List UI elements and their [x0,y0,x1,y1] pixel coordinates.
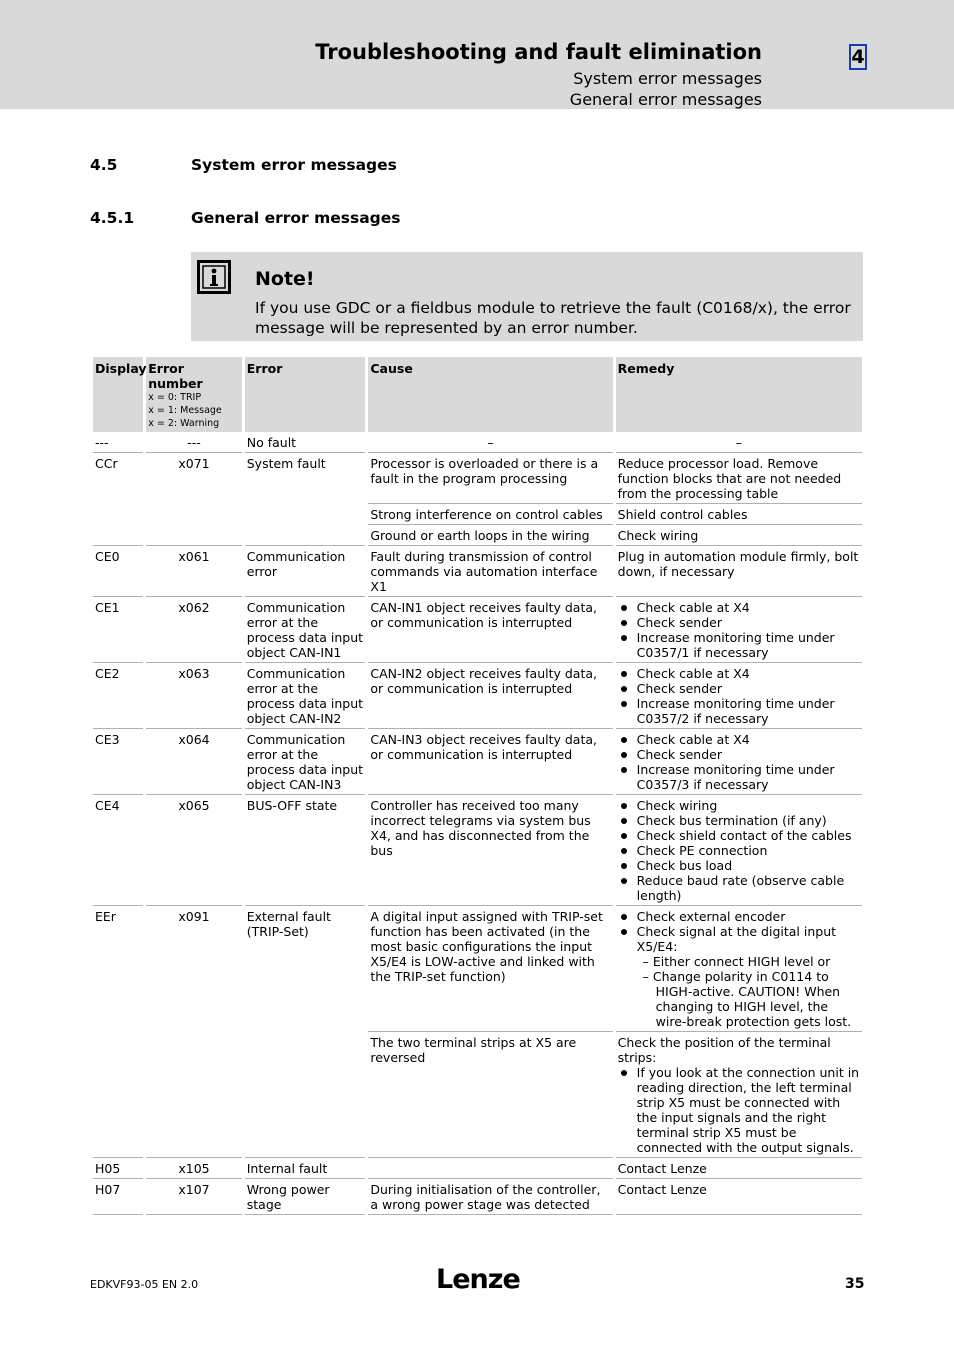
cell-error: System fault [245,454,366,546]
cell-error-number: x071 [146,454,242,546]
cell-remedy: Contact Lenze [616,1180,862,1215]
remedy-list [618,798,860,903]
list-item: Increase monitoring time under C0357/1 if necessary [618,630,860,660]
cell-error-number: x065 [146,796,242,906]
col-header-error-number [146,357,242,432]
cell-error: Internal fault [245,1159,366,1179]
cell-error: Communication error at the process data input object CAN-IN3 [245,730,366,795]
cell-error: Communication error [245,547,366,597]
cell-error: External fault (TRIP-Set) [245,907,366,1158]
list-item: Check cable at X4 [618,600,860,615]
list-item: Increase monitoring time under C0357/3 if necessary [618,762,860,792]
cell-cause: Controller has received too many incorrect telegrams via system bus X4, and has disconnected from the bus [368,796,612,906]
remedy-intro: Check the position of the terminal strips: [617,1035,831,1065]
error-table [90,356,865,1216]
cell-error-number: x105 [146,1159,242,1179]
chapter-number: 4 [849,44,867,70]
cell-display: H07 [93,1180,143,1215]
cell-cause: Fault during transmission of control commands via automation interface X1 [368,547,612,597]
cell-error: Wrong power stage [245,1180,366,1215]
col-header-cause: Cause [368,357,612,432]
cell-remedy [616,796,862,906]
cell-error-number: x064 [146,730,242,795]
cell-cause: Processor is overloaded or there is a fault in the program processing [368,454,612,504]
note-box [191,252,863,341]
cell-remedy [616,598,862,663]
list-item: Check wiring [618,798,860,813]
table-row [93,664,862,729]
cell-cause: During initialisation of the controller, a wrong power stage was detected [368,1180,612,1215]
list-item: Check sender [618,681,860,696]
cell-cause: CAN-IN1 object receives faulty data, or communication is interrupted [368,598,612,663]
header-subtitle: System error messages [573,69,762,88]
cell-display: --- [93,433,143,453]
cell-remedy [616,1033,862,1158]
remedy-list [618,732,860,792]
list-item: Check sender [618,615,860,630]
table-row [93,547,862,597]
table-row [93,433,862,453]
info-icon [197,260,231,294]
cell-cause: – [368,433,612,453]
header-subtitle: General error messages [569,90,762,109]
cell-cause: The two terminal strips at X5 are reversed [368,1033,612,1158]
cell-error: BUS-OFF state [245,796,366,906]
table-row [93,454,862,504]
header-title: Troubleshooting and fault elimination [315,40,762,64]
list-item: If you look at the connection unit in reading direction, the left terminal strip X5 must be connected with the input signals and the right terminal strip X5 must be connected with the output signals. [618,1065,860,1155]
col-header-error-number-label: Error number [148,361,203,391]
page-header-band [0,0,954,109]
document-id: EDKVF93-05 EN 2.0 [90,1278,199,1291]
cell-remedy [616,664,862,729]
table-row [93,1159,862,1179]
remedy-list [618,909,860,1029]
header-legend: x = 1: Message [148,405,222,416]
cell-cause: Ground or earth loops in the wiring [368,526,612,546]
cell-remedy: – [616,433,862,453]
cell-remedy: Contact Lenze [616,1159,862,1179]
table-row [93,907,862,1032]
cell-error-number: x062 [146,598,242,663]
list-item: Check shield contact of the cables [618,828,860,843]
lenze-logo: Lenze [436,1264,520,1295]
remedy-list [618,600,860,660]
note-text: If you use GDC or a fieldbus module to retrieve the fault (C0168/x), the error message will be represented by an error number. [255,299,851,337]
cell-display: CE0 [93,547,143,597]
cell-error: No fault [245,433,366,453]
list-item: Check bus termination (if any) [618,813,860,828]
list-item: Check sender [618,747,860,762]
note-title: Note! [255,268,315,290]
table-row [93,730,862,795]
table-row [93,1180,862,1215]
cell-display: CCr [93,454,143,546]
cell-error-number: x091 [146,907,242,1158]
list-item: Reduce baud rate (observe cable length) [618,873,860,903]
cell-display: CE3 [93,730,143,795]
page-number: 35 [845,1276,865,1292]
cell-cause [368,1159,612,1179]
table-row [93,598,862,663]
list-item: Check cable at X4 [618,732,860,747]
list-item: Check cable at X4 [618,666,860,681]
section-title: System error messages [191,156,397,174]
cell-display: CE1 [93,598,143,663]
list-subitem: – Either connect HIGH level or [642,954,831,969]
cell-remedy: Reduce processor load. Remove function blocks that are not needed from the processing table [616,454,862,504]
list-item: Check PE connection [618,843,860,858]
table-row [93,796,862,906]
list-item: Increase monitoring time under C0357/2 if necessary [618,696,860,726]
cell-display: EEr [93,907,143,1158]
cell-remedy: Shield control cables [616,505,862,525]
cell-error-number: --- [146,433,242,453]
table-header-row [93,357,862,432]
remedy-list [618,1065,860,1155]
cell-error: Communication error at the process data input object CAN-IN2 [245,664,366,729]
cell-error: Communication error at the process data input object CAN-IN1 [245,598,366,663]
cell-cause: CAN-IN3 object receives faulty data, or communication is interrupted [368,730,612,795]
cell-remedy [616,907,862,1032]
remedy-list [618,666,860,726]
subsection-number: 4.5.1 [90,209,135,227]
cell-display: CE2 [93,664,143,729]
list-subitem: – Change polarity in C0114 to HIGH-active. CAUTION! When changing to HIGH level, the wire-break protection gets lost. [642,969,852,1029]
subsection-title: General error messages [191,209,401,227]
col-header-error: Error [245,357,366,432]
cell-remedy [616,730,862,795]
col-header-remedy: Remedy [616,357,862,432]
cell-cause: CAN-IN2 object receives faulty data, or communication is interrupted [368,664,612,729]
list-item: Check bus load [618,858,860,873]
list-item: Check external encoder [618,909,860,924]
cell-error-number: x107 [146,1180,242,1215]
list-item: Check signal at the digital input X5/E4: [618,924,860,954]
header-legend: x = 2: Warning [148,418,220,429]
cell-remedy: Check wiring [616,526,862,546]
cell-error-number: x061 [146,547,242,597]
cell-display: H05 [93,1159,143,1179]
cell-display: CE4 [93,796,143,906]
cell-error-number: x063 [146,664,242,729]
section-number: 4.5 [90,156,118,174]
cell-cause: A digital input assigned with TRIP-set function has been activated (in the most basic configurations the input X5/E4 is LOW-active and linked with the TRIP-set function) [368,907,612,1032]
header-legend: x = 0: TRIP [148,392,202,403]
cell-remedy: Plug in automation module firmly, bolt down, if necessary [616,547,862,597]
col-header-display: Display [93,357,143,432]
cell-cause: Strong interference on control cables [368,505,612,525]
